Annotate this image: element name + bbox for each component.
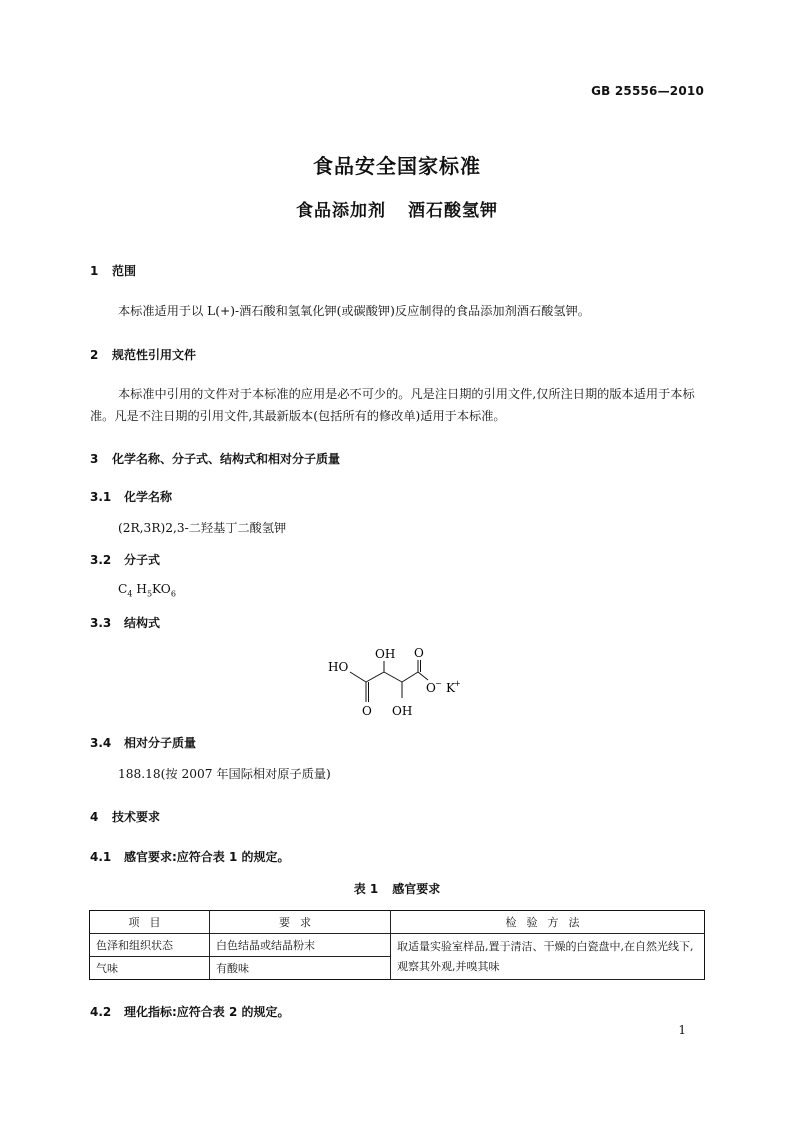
section-title: 理化指标:应符合表 2 的规定。: [124, 1005, 290, 1019]
section-title: 结构式: [124, 616, 161, 630]
o-minus-label: O: [426, 681, 436, 695]
section-number: 1: [90, 264, 99, 278]
section-title: 相对分子质量: [124, 736, 197, 750]
section-number: 3.1: [90, 490, 112, 504]
row-requirement: 白色结晶或结晶粉末: [210, 934, 391, 957]
table-header-row: [90, 911, 705, 934]
section-3-2-heading: [90, 551, 160, 568]
o-bottom-label: O: [362, 704, 372, 718]
k-label: K: [446, 681, 455, 695]
section-title: 感官要求:应符合表 1 的规定。: [124, 850, 290, 864]
standard-number: GB 25556—2010: [591, 84, 704, 98]
section-title: 范围: [112, 264, 137, 278]
section-number: 3.3: [90, 616, 112, 630]
section-4-2-heading: [90, 1003, 290, 1020]
page-number: 1: [678, 1023, 686, 1037]
header-item: 项目: [90, 911, 210, 934]
section-number: 4.1: [90, 850, 112, 864]
header-requirement: 要求: [210, 911, 391, 934]
chemical-name: (2R,3R)2,3-二羟基丁二酸氢钾: [118, 521, 287, 535]
ho-label: HO: [328, 660, 349, 674]
section-3-1-heading: [90, 488, 172, 505]
plus-charge: +: [454, 679, 461, 688]
molecular-mass: 188.18(按 2007 年国际相对原子质量): [118, 767, 331, 781]
section-2-heading: [90, 346, 196, 363]
minus-charge: −: [435, 679, 442, 688]
section-number: 3.2: [90, 553, 112, 567]
section-3-3-heading: [90, 614, 160, 631]
header-method: 检验方法: [391, 911, 705, 934]
section-number: 3.4: [90, 736, 112, 750]
section-title: 技术要求: [112, 810, 161, 824]
section-2-text: 本标准中引用的文件对于本标准的应用是必不可少的。凡是注日期的引用文件,仅所注日期的版本适用于本标准。凡是不注日期的引用文件,其最新版本(包括所有的修改单)适用于本标准。: [90, 387, 695, 423]
section-4-heading: [90, 808, 160, 825]
section-title: 化学名称、分子式、结构式和相对分子质量: [112, 452, 341, 466]
o-top-label: O: [414, 646, 424, 660]
table-row: [90, 934, 705, 957]
table-title: 感官要求: [392, 882, 441, 896]
molecular-formula: $C_4$ $H_5KO_6$: [118, 582, 176, 599]
document-subtitle: [0, 196, 794, 221]
row-item: 气味: [90, 957, 210, 980]
sensory-requirements-table: [89, 910, 705, 980]
section-number: 4.2: [90, 1005, 112, 1019]
row-requirement: 有酸味: [210, 957, 391, 980]
section-1-text: 本标准适用于以 L(+)-酒石酸和氢氧化钾(或碳酸钾)反应制得的食品添加剂酒石酸氢钾。: [118, 304, 590, 318]
section-title: 化学名称: [124, 490, 173, 504]
structure-bonds: [350, 660, 428, 702]
oh-bottom-label: OH: [392, 704, 413, 718]
section-title: 分子式: [124, 553, 161, 567]
subtitle-substance: 酒石酸氢钾: [408, 201, 498, 221]
table-number: 表 1: [353, 882, 379, 896]
document-title: 食品安全国家标准: [313, 154, 481, 178]
section-3-4-heading: [90, 734, 196, 751]
structural-formula: [320, 640, 480, 720]
row-method: 取适量实验室样品,置于清洁、干燥的白瓷盘中,在自然光线下,观察其外观,并嗅其味: [391, 934, 705, 980]
section-number: 3: [90, 452, 99, 466]
section-number: 4: [90, 810, 99, 824]
section-number: 2: [90, 348, 99, 362]
table-1-caption: [0, 880, 794, 897]
section-3-heading: [90, 450, 340, 467]
section-title: 规范性引用文件: [112, 348, 197, 362]
subtitle-category: 食品添加剂: [296, 201, 386, 221]
oh-top-label: OH: [375, 647, 396, 661]
section-4-1-heading: [90, 848, 290, 865]
row-item: 色泽和组织状态: [90, 934, 210, 957]
section-1-heading: [90, 262, 136, 279]
